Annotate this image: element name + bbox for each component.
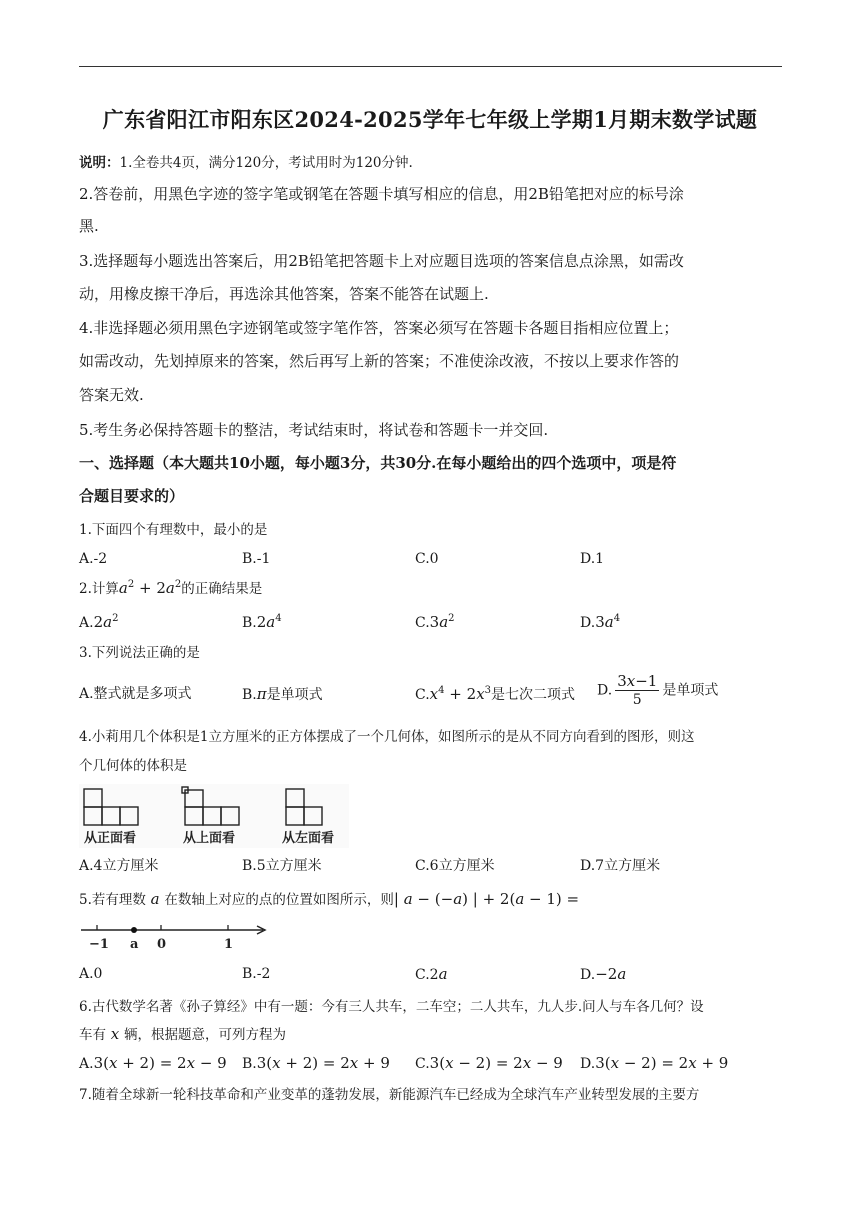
q6-option-c: C.3(x − 2) = 2x − 9 <box>415 1054 563 1072</box>
q2-option-d: $D.3a^4$ <box>580 613 621 631</box>
instruction-line-1: 说明：1.全卷共4页，满分120分，考试用时为120分钟. <box>79 155 413 171</box>
q4-option-c: C.6立方厘米 <box>415 858 495 874</box>
q6-stem-2: 车有 x 辆，根据题意，可列方程为 <box>79 1025 286 1043</box>
q7-stem-1: 7.随着全球新一轮科技革命和产业变革的蓬勃发展，新能源汽车已经成为全球汽车产业转型发展的主要方 <box>79 1087 700 1103</box>
q2-option-b: $B.2a^4$ <box>242 613 282 631</box>
section-heading: 一、选择题（本大题共10小题，每小题3分，共30分.在每小题给出的四个选项中，项是符 <box>79 454 677 472</box>
q3-option-a: A.整式就是多项式 <box>79 686 192 702</box>
q3-stem: 3.下列说法正确的是 <box>79 645 200 661</box>
q3-option-b: B.π是单项式 <box>242 685 323 703</box>
q1-option-b: B.-1 <box>242 551 271 567</box>
left-view-label: 从左面看 <box>282 831 335 846</box>
q4-option-b: B.5立方厘米 <box>242 858 322 874</box>
instruction-line-2: 2.答卷前，用黑色字迹的签字笔或钢笔在答题卡填写相应的信息，用2B铅笔把对应的标号涂 <box>79 185 684 203</box>
q6-option-a: A.3(x + 2) = 2x − 9 <box>79 1054 227 1072</box>
tick-label-neg1: −1 <box>89 937 109 952</box>
q1-option-a: A.-2 <box>79 551 108 567</box>
q1-stem: 1.下面四个有理数中，最小的是 <box>79 522 268 538</box>
instruction-line-3b: 动，用橡皮擦干净后，再选涂其他答案，答案不能答在试题上. <box>79 285 489 303</box>
q1-option-c: C.0 <box>415 551 439 567</box>
q2-option-a: $A.2a^2$ <box>79 613 119 631</box>
three-views-figure <box>79 784 349 848</box>
q3-option-c: $C.x^4 + 2x^3$是七次二项式 <box>415 685 576 703</box>
q5-option-b: B.-2 <box>242 966 271 982</box>
tick-label-a: a <box>130 937 139 952</box>
header-rule <box>79 66 782 67</box>
tick-label-1: 1 <box>224 937 234 952</box>
q6-option-b: B.3(x + 2) = 2x + 9 <box>242 1054 390 1072</box>
instruction-label: 说明： <box>79 155 120 171</box>
instruction-line-4c: 答案无效. <box>79 386 144 404</box>
q1-option-d: D.1 <box>580 551 605 567</box>
q5-stem: 5.若有理数 a 在数轴上对应的点的位置如图所示，则| a − (−a) | + 2(a − 1) = <box>79 890 580 908</box>
top-view-label: 从上面看 <box>183 831 236 846</box>
q4-stem-2: 个几何体的体积是 <box>79 758 187 774</box>
q5-option-c: C.2a <box>415 965 448 983</box>
q2-stem: 2.计算$a^2 + 2a^2$的正确结果是 <box>79 579 263 597</box>
fraction: $\frac{3x-1}{5}$ <box>617 672 658 708</box>
q3-option-d: D. $\frac{3x-1}{5}$ 是单项式 <box>597 672 719 708</box>
q5-option-d: D.−2a <box>580 965 627 983</box>
q6-stem-1: 6.古代数学名著《孙子算经》中有一题：今有三人共车，二车空；二人共车，九人步.问人与车各几何？设 <box>79 999 704 1015</box>
tick-label-0: 0 <box>157 937 167 952</box>
q4-stem-1: 4.小莉用几个体积是1立方厘米的正方体摆成了一个几何体，如图所示的是从不同方向看到的图形，则这 <box>79 729 695 745</box>
instruction-line-3: 3.选择题每小题选出答案后，用2B铅笔把答题卡上对应题目选项的答案信息点涂黑，如需改 <box>79 252 684 270</box>
front-view-label: 从正面看 <box>84 831 137 846</box>
number-line <box>79 918 269 954</box>
q2-expression: $a^2 + 2a^2$ <box>118 579 182 597</box>
instruction-line-2b: 黑. <box>79 217 99 235</box>
instruction-line-4: 4.非选择题必须用黑色字迹钢笔或签字笔作答，答案必须写在答题卡各题目指相应位置上； <box>79 319 679 337</box>
q6-option-d: D.3(x − 2) = 2x + 9 <box>580 1054 729 1072</box>
section-heading-cont: 合题目要求的） <box>79 487 185 505</box>
instruction-line-5: 5.考生务必保持答题卡的整洁，考试结束时，将试卷和答题卡一并交回. <box>79 421 549 439</box>
page-title: 广东省阳江市阳东区2024-2025学年七年级上学期1月期末数学试题 <box>102 107 758 132</box>
instruction-line-4b: 如需改动，先划掉原来的答案，然后再写上新的答案；不准使涂改液，不按以上要求作答的 <box>79 352 680 370</box>
q5-option-a: A.0 <box>79 966 103 982</box>
point-a <box>131 927 137 933</box>
q2-option-c: $C.3a^2$ <box>415 613 455 631</box>
q4-option-d: D.7立方厘米 <box>580 858 661 874</box>
q4-option-a: A.4立方厘米 <box>79 858 159 874</box>
